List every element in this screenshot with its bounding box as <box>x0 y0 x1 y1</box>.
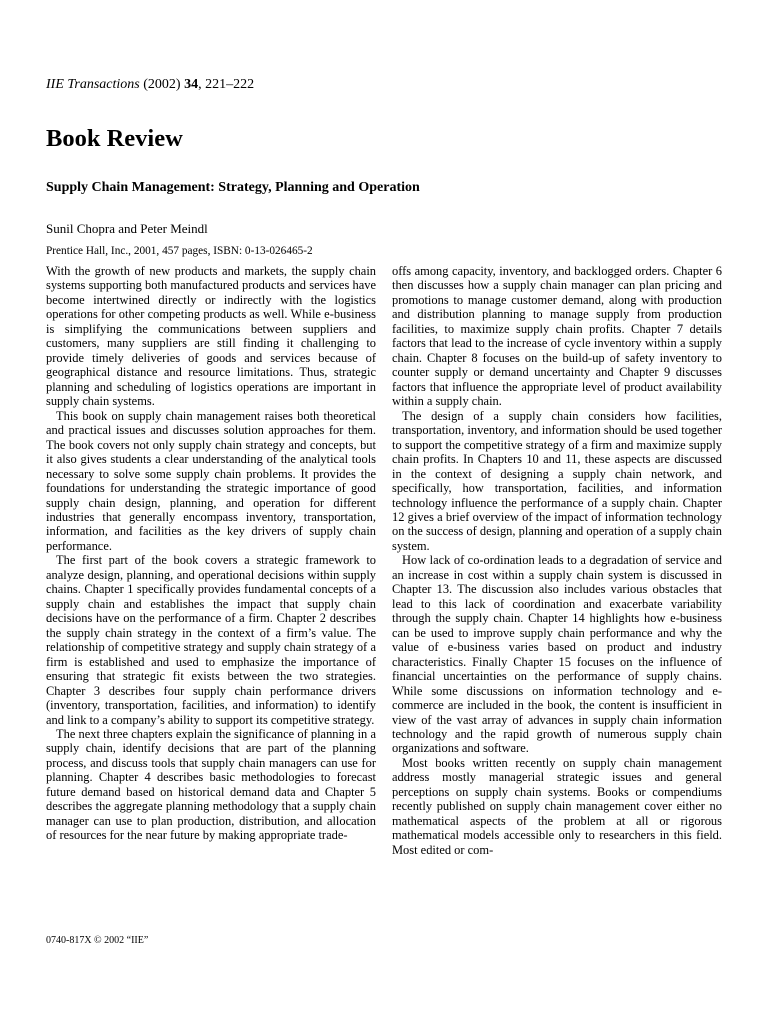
journal-name: IIE Transactions <box>46 77 140 92</box>
journal-pages: , 221–222 <box>198 77 255 92</box>
body-paragraph: Most books written recently on supply chain management address mostly managerial strategic issues and general perceptions on supply chain systems. Books or compendiums recently published on supply chain management cover either no mathematical aspects of the problem at all or rigorous mathematical models accessible only to researchers in this field. Most edited or com- <box>392 755 722 857</box>
right-column <box>392 264 722 857</box>
page-title: Book Review <box>46 125 183 152</box>
body-paragraph: With the growth of new products and markets, the supply chain systems supporting both manufactured products and services have become intertwined directly or indirectly with the logistics operations for other competing products as well. While e-business is simplifying the communications between suppliers and customers, many suppliers are still finding it challenging to provide timely deliveries of goods and services because of geographical distance and resource limitations. Thus, strategic planning and scheduling of logistics operations are important in supply chain systems. <box>46 264 376 409</box>
body-paragraph: The first part of the book covers a strategic framework to analyze design, planning, and operational decisions within supply chains. Chapter 1 specifically provides fundamental concepts of a supply chain and establishes the impact that supply chain decisions have on the performance of a firm. Chapter 2 describes the supply chain strategy in the context of a firm’s value. The relationship of competitive strategy and supply chain strategy of a firm is established and used to emphasize the importance of ensuring that strategic fit exists between the two strategies. Chapter 3 describes four supply chain performance drivers (inventory, transportation, facilities, and information) to identify and link to a company’s ability to support its competitive strategy. <box>46 553 376 727</box>
book-title: Supply Chain Management: Strategy, Planning and Operation <box>46 180 420 195</box>
journal-volume: 34 <box>184 77 199 92</box>
publication-info: Prentice Hall, Inc., 2001, 457 pages, ISBN: 0-13-026465-2 <box>46 245 313 257</box>
body-paragraph: The design of a supply chain considers how facilities, transportation, inventory, and information should be used together to support the competitive strategy of a firm and maximize supply chain profits. In Chapters 10 and 11, these aspects are discussed in the context of designing a supply chain network, and specifically, how transportation, facilities, and information technology influence the performance of a supply chain. Chapter 12 gives a brief overview of the impact of information technology on the success of design, planning and operation of a supply chain system. <box>392 408 722 553</box>
body-paragraph: This book on supply chain management raises both theoretical and practical issues and discusses solution approaches for them. The book covers not only supply chain strategy and concepts, but it also gives students a clear understanding of the analytical tools necessary to solve some supply chain problems. It provides the foundations for understanding the strategic importance of good supply chain design, planning, and operation for different industries that generally encompass inventory, transportation, information, and facilities as the key drivers of supply chain performance. <box>46 408 376 553</box>
journal-citation <box>46 76 254 94</box>
copyright-footer: 0740-817X © 2002 “IIE” <box>46 935 149 946</box>
body-paragraph: offs among capacity, inventory, and backlogged orders. Chapter 6 then discusses how a supply chain manager can plan pricing and promotions to manage customer demand, along with production and distribution planning to manage supply from production facilities, to maximize supply chain profits. Chapter 7 details factors that lead to the increase of cycle inventory within a supply chain. Chapter 8 focuses on the build-up of safety inventory to counter supply or demand uncertainty and Chapter 9 discusses factors that influence the appropriate level of product availability within a supply chain. <box>392 264 722 409</box>
left-column <box>46 264 376 843</box>
journal-year: (2002) <box>143 77 181 92</box>
body-paragraph: The next three chapters explain the significance of planning in a supply chain, identify decisions that are part of the planning process, and discuss tools that supply chain managers can use for planning. Chapter 4 describes basic methodologies to forecast future demand based on historical demand data and Chapter 5 describes the aggregate planning methodology that a supply chain manager can use to plan production, distribution, and allocation of resources for the near future by making appropriate trade- <box>46 727 376 843</box>
body-paragraph: How lack of co-ordination leads to a degradation of service and an increase in cost within a supply chain system is discussed in Chapter 13. The discussion also includes various obstacles that lead to this lack of coordination and exacerbate variability through the supply chain. Chapter 14 highlights how e-business can be used to improve supply chain performance and why the value of e-business varies based on product and industry characteristics. Finally Chapter 15 focuses on the influence of financial uncertainties on the performance of supply chains. While some discussions on information technology and e-commerce are included in the book, the content is insufficient in view of the vast array of advances in supply chain information technology and the rapid growth of numerous supply chain organizations and software. <box>392 553 722 756</box>
book-authors: Sunil Chopra and Peter Meindl <box>46 221 208 236</box>
